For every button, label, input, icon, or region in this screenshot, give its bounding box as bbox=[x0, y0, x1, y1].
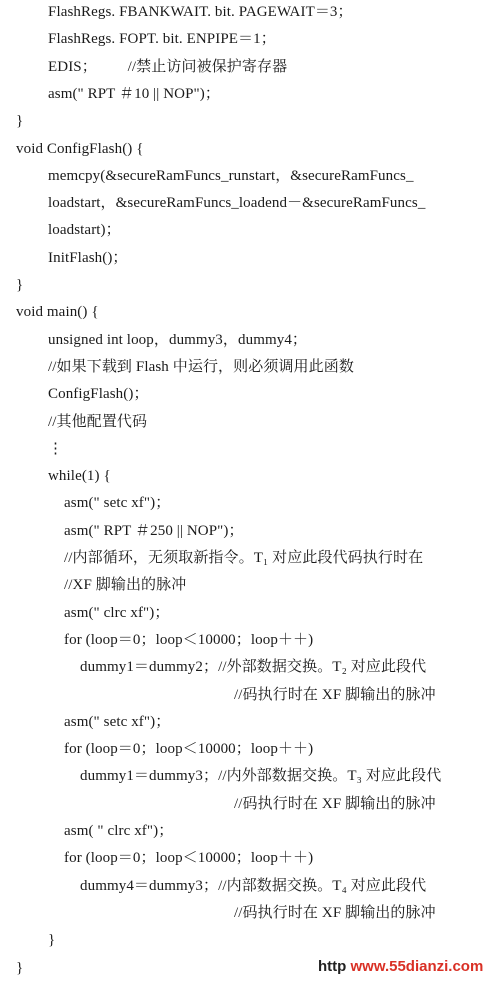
code-line: loadstart，&secureRamFuncs_loadend－&secureRamFuncs_ bbox=[48, 195, 426, 212]
code-line: asm(" RPT ＃250 || NOP")； bbox=[64, 522, 244, 539]
watermark-url: www.55dianzi.com bbox=[350, 958, 484, 975]
code-line: InitFlash()； bbox=[48, 249, 128, 266]
code-line: asm( " clrc xf")； bbox=[64, 823, 174, 839]
code-line: EDIS； //禁止访问被保护寄存器 bbox=[48, 58, 288, 75]
code-line: void main() { bbox=[16, 304, 99, 321]
code-line: asm(" RPT ＃10 || NOP")； bbox=[48, 85, 220, 102]
code-line: FlashRegs. FOPT. bit. ENPIPE＝1； bbox=[48, 31, 276, 48]
code-line: loadstart)； bbox=[48, 222, 121, 239]
code-line: ⋮ bbox=[48, 440, 64, 457]
code-line: for (loop＝0；loop＜10000；loop＋＋) bbox=[64, 741, 314, 758]
code-line: //码执行时在 XF 脚输出的脉冲 bbox=[234, 904, 436, 921]
code-line: FlashRegs. FBANKWAIT. bit. PAGEWAIT＝3； bbox=[48, 4, 353, 20]
code-line: } bbox=[16, 959, 24, 976]
code-line: asm(" setc xf")； bbox=[64, 495, 171, 512]
code-line: //内部循环，无须取新指令。T₁ 对应此段代码执行时在 bbox=[64, 550, 424, 566]
code-line: for (loop＝0；loop＜10000；loop＋＋) bbox=[64, 631, 314, 648]
code-line: //码执行时在 XF 脚输出的脉冲 bbox=[234, 686, 436, 703]
code-line: while(1) { bbox=[48, 468, 111, 485]
watermark-prefix: http bbox=[318, 958, 347, 975]
code-line: void ConfigFlash() { bbox=[16, 140, 144, 157]
code-line: } bbox=[16, 113, 24, 130]
code-line: } bbox=[48, 932, 56, 949]
code-line: memcpy(&secureRamFuncs_runstart，&secureRamFuncs_ bbox=[48, 167, 414, 184]
code-line: dummy4＝dummy3；//内部数据交换。T₄ 对应此段代 bbox=[80, 877, 427, 894]
code-line: } bbox=[16, 277, 24, 293]
code-line: asm(" clrc xf")； bbox=[64, 604, 170, 621]
code-line: //其他配置代码 bbox=[48, 413, 148, 430]
code-line: //如果下载到 Flash 中运行，则必须调用此函数 bbox=[48, 358, 354, 375]
code-line: ConfigFlash()； bbox=[48, 386, 149, 403]
code-line: //XF 脚输出的脉冲 bbox=[64, 577, 187, 594]
code-line: //码执行时在 XF 脚输出的脉冲 bbox=[234, 795, 436, 812]
code-line: asm(" setc xf")； bbox=[64, 713, 171, 730]
code-line: for (loop＝0；loop＜10000；loop＋＋) bbox=[64, 850, 314, 867]
code-line: dummy1＝dummy2；//外部数据交换。T₂ 对应此段代 bbox=[80, 659, 427, 676]
site-watermark bbox=[318, 958, 483, 975]
code-line: dummy1＝dummy3；//内外部数据交换。T₃ 对应此段代 bbox=[80, 768, 442, 785]
code-line: unsigned int loop，dummy3，dummy4； bbox=[48, 331, 308, 348]
